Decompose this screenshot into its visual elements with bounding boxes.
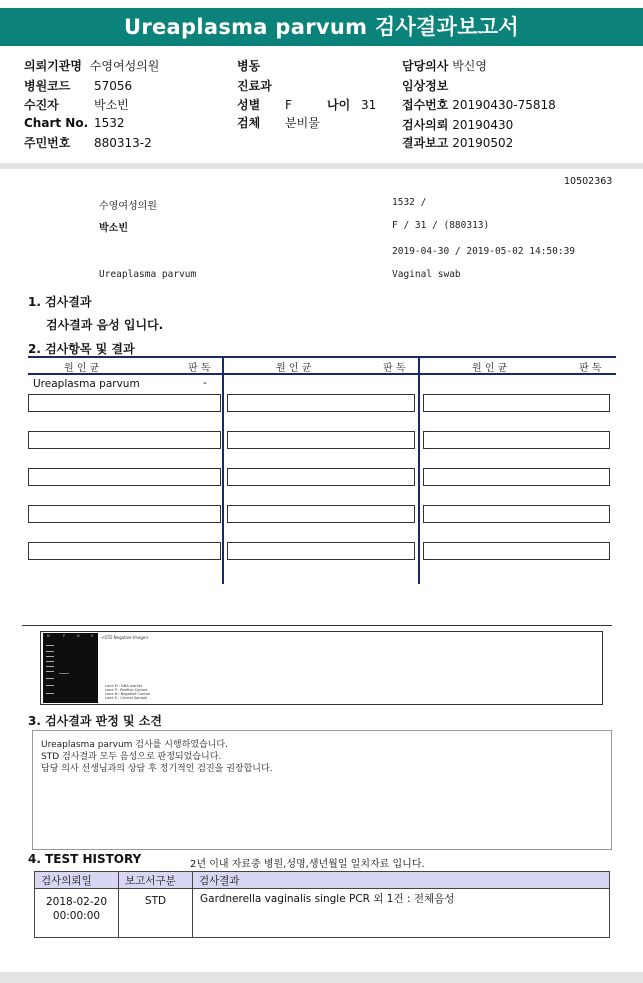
col1-organism-header: 원 인 균 bbox=[64, 363, 100, 374]
result-cell bbox=[423, 431, 610, 449]
section1-title: 1. 검사결과 bbox=[28, 295, 92, 309]
table-header-rule bbox=[28, 373, 616, 375]
detail-sex-age: F / 31 / (880313) bbox=[392, 220, 490, 231]
history-result: Gardnerella vaginalis single PCR 외 1건 : 전체음성 bbox=[193, 889, 610, 938]
gel-legend-n: Lane N : Negative Control bbox=[105, 692, 151, 696]
report-title: Ureaplasma parvum 검사결과보고서 bbox=[0, 8, 643, 46]
gel-legend-s: Lane S : Clinical Sample bbox=[105, 696, 148, 700]
request-label: 검사의뢰 bbox=[402, 118, 449, 132]
result-cell bbox=[227, 468, 415, 486]
section-divider bbox=[0, 163, 643, 169]
specimen-label: 검체 bbox=[237, 116, 261, 130]
result-cell bbox=[423, 468, 610, 486]
image-top-rule bbox=[22, 625, 612, 626]
table-top-rule bbox=[28, 356, 616, 358]
result-cell bbox=[423, 542, 610, 560]
col3-organism-header: 원 인 균 bbox=[472, 363, 508, 374]
result-cell bbox=[227, 505, 415, 523]
opinion-line-2: STD 검사결과 모두 음성으로 판정되었습니다. bbox=[41, 752, 222, 762]
result-cell bbox=[227, 542, 415, 560]
sex-value: F bbox=[285, 98, 292, 112]
report-label: 결과보고 bbox=[402, 136, 449, 150]
lane-label-s: S bbox=[91, 634, 94, 638]
history-header-date: 검사의뢰일 bbox=[35, 872, 119, 889]
dept-label: 진료과 bbox=[237, 79, 272, 93]
result-cell bbox=[227, 394, 415, 412]
col1-judge-header: 판 독 bbox=[188, 363, 211, 374]
sex-label: 성별 bbox=[237, 98, 261, 112]
result-cell bbox=[28, 431, 221, 449]
doc-number: 10502363 bbox=[564, 176, 613, 187]
doctor-label: 담당의사 bbox=[402, 59, 449, 73]
gel-image-panel bbox=[40, 631, 603, 705]
column-divider-1 bbox=[222, 356, 224, 584]
table-row bbox=[35, 889, 610, 938]
request-value: 20190430 bbox=[452, 118, 514, 132]
gel-legend-p: Lane P : Positive Control bbox=[105, 688, 148, 692]
chart-value: 1532 bbox=[94, 116, 125, 130]
section4-note: 2년 이내 자료중 병원,성명,생년월일 일치자료 입니다. bbox=[190, 859, 425, 870]
result-cell bbox=[28, 468, 221, 486]
institution-value: 수영여성의원 bbox=[89, 59, 160, 73]
hospcode-label: 병원코드 bbox=[24, 79, 71, 93]
specimen-value: 분비물 bbox=[285, 116, 320, 130]
col2-judge-header: 판 독 bbox=[383, 363, 406, 374]
hospcode-value: 57056 bbox=[94, 79, 133, 93]
detail-chart: 1532 / bbox=[392, 197, 427, 208]
detail-specimen: Vaginal swab bbox=[392, 269, 461, 280]
detail-hospital: 수영여성의원 bbox=[99, 201, 157, 212]
history-time: 00:00:00 bbox=[52, 910, 101, 922]
column-divider-2 bbox=[418, 356, 420, 584]
result-cell bbox=[28, 394, 221, 412]
age-label: 나이 bbox=[327, 98, 351, 112]
section2-title: 2. 검사항목 및 결과 bbox=[28, 342, 135, 356]
patient-label: 수진자 bbox=[24, 98, 59, 112]
section3-title: 3. 검사결과 판정 및 소견 bbox=[28, 714, 162, 728]
history-header-type: 보고서구분 bbox=[119, 872, 193, 889]
detail-patient: 박소빈 bbox=[99, 223, 128, 234]
chart-label: Chart No. bbox=[24, 116, 89, 130]
section4-title: 4. TEST HISTORY bbox=[28, 852, 142, 866]
rrn-value: 880313-2 bbox=[94, 136, 152, 150]
doctor-value: 박신영 bbox=[452, 59, 487, 73]
result-cell bbox=[423, 394, 610, 412]
col2-organism-header: 원 인 균 bbox=[276, 363, 312, 374]
report-value: 20190502 bbox=[452, 136, 514, 150]
result-organism-name: Ureaplasma parvum bbox=[33, 378, 140, 390]
history-date: 2018-02-20 bbox=[45, 896, 108, 908]
age-value: 31 bbox=[361, 98, 377, 112]
opinion-line-3: 담당 의사 선생님과의 상담 후 정기적인 검진을 권장합니다. bbox=[41, 764, 273, 774]
receipt-value: 20190430-75818 bbox=[452, 98, 556, 112]
history-type: STD bbox=[119, 889, 193, 938]
detail-test-name: Ureaplasma parvum bbox=[99, 269, 197, 280]
gel-legend-m: Lane M : DNA marker bbox=[105, 684, 143, 688]
result-organism-value: - bbox=[203, 377, 207, 389]
lane-label-p: P bbox=[63, 634, 66, 638]
clinical-label: 임상정보 bbox=[402, 79, 449, 93]
result-cell bbox=[28, 505, 221, 523]
section1-result: 검사결과 음성 입니다. bbox=[46, 318, 164, 332]
result-cell bbox=[227, 431, 415, 449]
history-date-cell bbox=[35, 889, 119, 938]
receipt-label: 접수번호 bbox=[402, 98, 449, 112]
page-footer-band bbox=[0, 972, 643, 983]
lane-label-n: N bbox=[77, 634, 80, 638]
institution-label: 의뢰기관명 bbox=[24, 59, 82, 73]
history-header-result: 검사결과 bbox=[193, 872, 610, 889]
detail-dates: 2019-04-30 / 2019-05-02 14:50:39 bbox=[392, 246, 576, 257]
opinion-box bbox=[32, 730, 612, 850]
patient-value: 박소빈 bbox=[94, 98, 129, 112]
test-history-table bbox=[34, 871, 610, 938]
rrn-label: 주민번호 bbox=[24, 136, 71, 150]
result-cell bbox=[28, 542, 221, 560]
col3-judge-header: 판 독 bbox=[579, 363, 602, 374]
opinion-line-1: Ureaplasma parvum 검사를 시행하였습니다. bbox=[41, 740, 228, 750]
result-cell bbox=[423, 505, 610, 523]
gel-caption: <STD Negative Image> bbox=[101, 635, 149, 640]
ward-label: 병동 bbox=[237, 59, 261, 73]
lane-label-m: M bbox=[47, 634, 51, 638]
gel-electrophoresis-image bbox=[43, 633, 98, 703]
